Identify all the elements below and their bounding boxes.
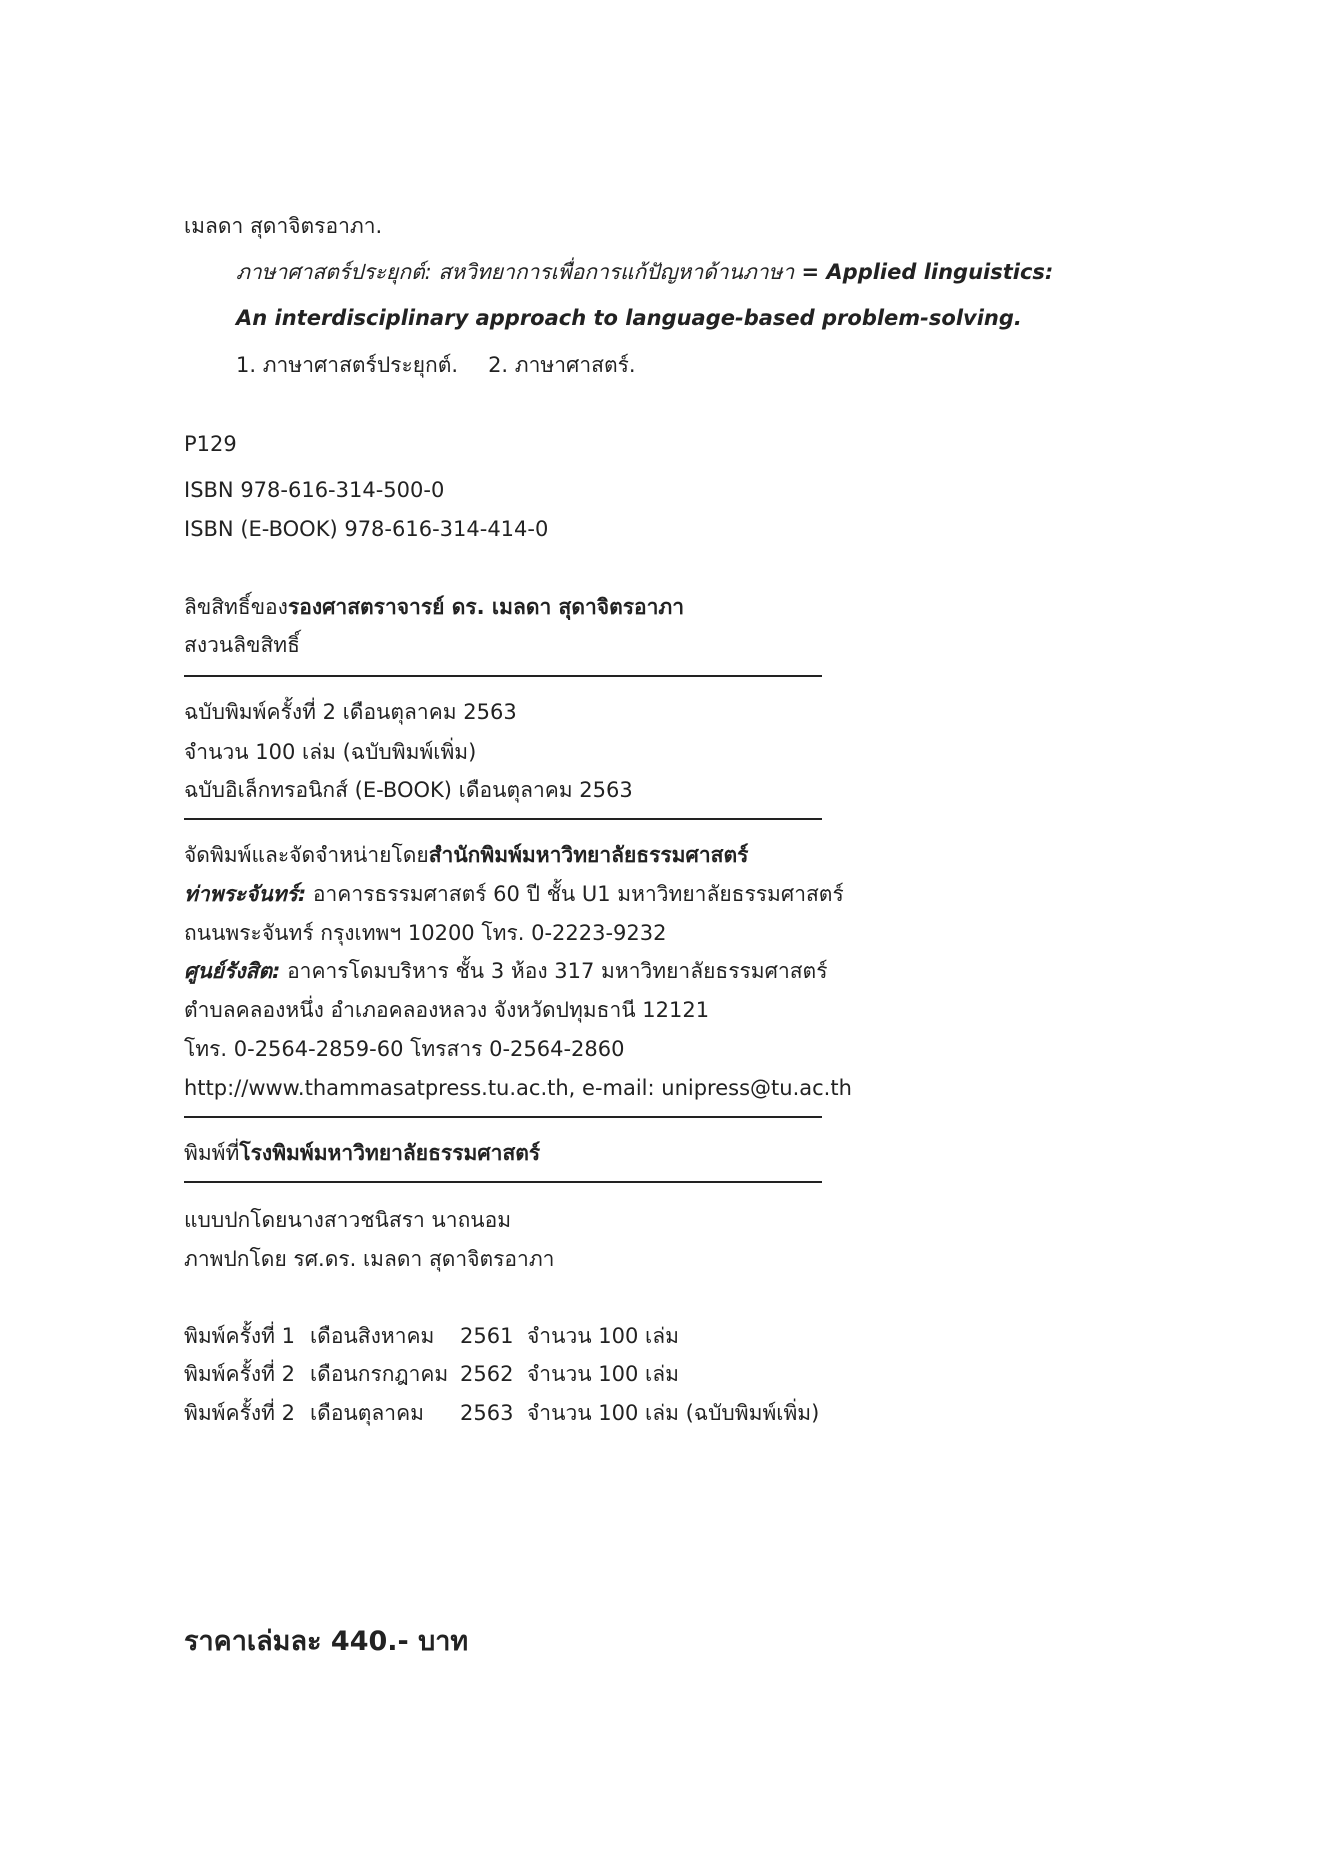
tha-phra-chan-label: ท่าพระจันทร์: [184,882,307,906]
title-thai: ภาษาศาสตร์ประยุกต์: สหวิทยาการเพื่อการแก้ปัญหาด้านภาษา [236,260,795,284]
copyright-holder: รองศาสตราจารย์ ดร. เมลดา สุดาจิตรอาภา [287,595,685,619]
divider [184,675,822,677]
copyright-prefix: ลิขสิทธิ์ของ [184,595,288,619]
publisher-phone: โทร. 0-2564-2859-60 โทรสาร 0-2564-2860 [184,1037,625,1061]
printer-line [184,1141,540,1166]
printing-copies: จำนวน 100 เล่ม [527,1324,679,1348]
printing-copies: จำนวน 100 เล่ม (ฉบับพิมพ์เพิ่ม) [527,1401,820,1425]
copyright-holder-line [184,595,684,620]
subject-1: 1. ภาษาศาสตร์ประยุกต์. [236,353,459,377]
tha-phra-chan-building: อาคารธรรมศาสตร์ 60 ปี ชั้น U1 มหาวิทยาลัยธรรมศาสตร์ [306,882,844,906]
copyright-reserved: สงวนลิขสิทธิ์ [184,633,300,657]
call-number: P129 [184,432,237,456]
tha-phra-chan-address [184,882,844,907]
title-separator: = [794,260,827,284]
printing-month: เดือนตุลาคม [310,1401,424,1425]
publisher-name: สำนักพิมพ์มหาวิทยาลัยธรรมศาสตร์ [428,843,749,867]
printing-copies: จำนวน 100 เล่ม [527,1362,679,1386]
subject-2: 2. ภาษาศาสตร์. [488,353,636,377]
divider [184,818,822,820]
cover-design-credit: แบบปกโดยนางสาวชนิสรา นาถนอม [184,1208,512,1232]
rangsit-district: ตำบลคลองหนึ่ง อำเภอคลองหลวง จังหวัดปทุมธานี 12121 [184,998,710,1022]
publisher-line [184,843,748,868]
book-title-line-1 [236,260,1053,285]
printing-year: 2563 [460,1401,514,1425]
publisher-web-email: http://www.thammasatpress.tu.ac.th, e-mail: unipress@tu.ac.th [184,1076,852,1100]
printing-month: เดือนกรกฎาคม [310,1362,449,1386]
edition-line-1: ฉบับพิมพ์ครั้งที่ 2 เดือนตุลาคม 2563 [184,700,517,724]
rangsit-address [184,959,827,984]
isbn: ISBN 978-616-314-500-0 [184,478,445,502]
printer-prefix: พิมพ์ที่ [184,1141,240,1165]
divider [184,1181,822,1183]
title-english-part-1: Applied linguistics: [826,260,1054,284]
rangsit-label: ศูนย์รังสิต: [184,959,281,983]
printing-month: เดือนสิงหาคม [310,1324,435,1348]
printing-edition: พิมพ์ครั้งที่ 2 [184,1362,295,1386]
edition-line-3: ฉบับอิเล็กทรอนิกส์ (E-BOOK) เดือนตุลาคม 2563 [184,778,633,802]
title-english-part-2: An interdisciplinary approach to language-based problem-solving. [236,306,1022,330]
isbn-ebook: ISBN (E-BOOK) 978-616-314-414-0 [184,517,549,541]
printing-edition: พิมพ์ครั้งที่ 1 [184,1324,295,1348]
publisher-prefix: จัดพิมพ์และจัดจำหน่ายโดย [184,843,429,867]
printer-name: โรงพิมพ์มหาวิทยาลัยธรรมศาสตร์ [239,1141,541,1165]
printing-edition: พิมพ์ครั้งที่ 2 [184,1401,295,1425]
price: ราคาเล่มละ 440.- บาท [184,1626,469,1657]
tha-phra-chan-street: ถนนพระจันทร์ กรุงเทพฯ 10200 โทร. 0-2223-9232 [184,921,667,945]
printing-year: 2561 [460,1324,514,1348]
subject-headings [236,353,636,378]
divider [184,1116,822,1118]
author-name: เมลดา สุดาจิตรอาภา. [184,214,383,238]
printing-year: 2562 [460,1362,514,1386]
edition-line-2: จำนวน 100 เล่ม (ฉบับพิมพ์เพิ่ม) [184,740,477,764]
cover-image-credit: ภาพปกโดย รศ.ดร. เมลดา สุดาจิตรอาภา [184,1247,555,1271]
rangsit-building: อาคารโดมบริหาร ชั้น 3 ห้อง 317 มหาวิทยาลัยธรรมศาสตร์ [280,959,828,983]
